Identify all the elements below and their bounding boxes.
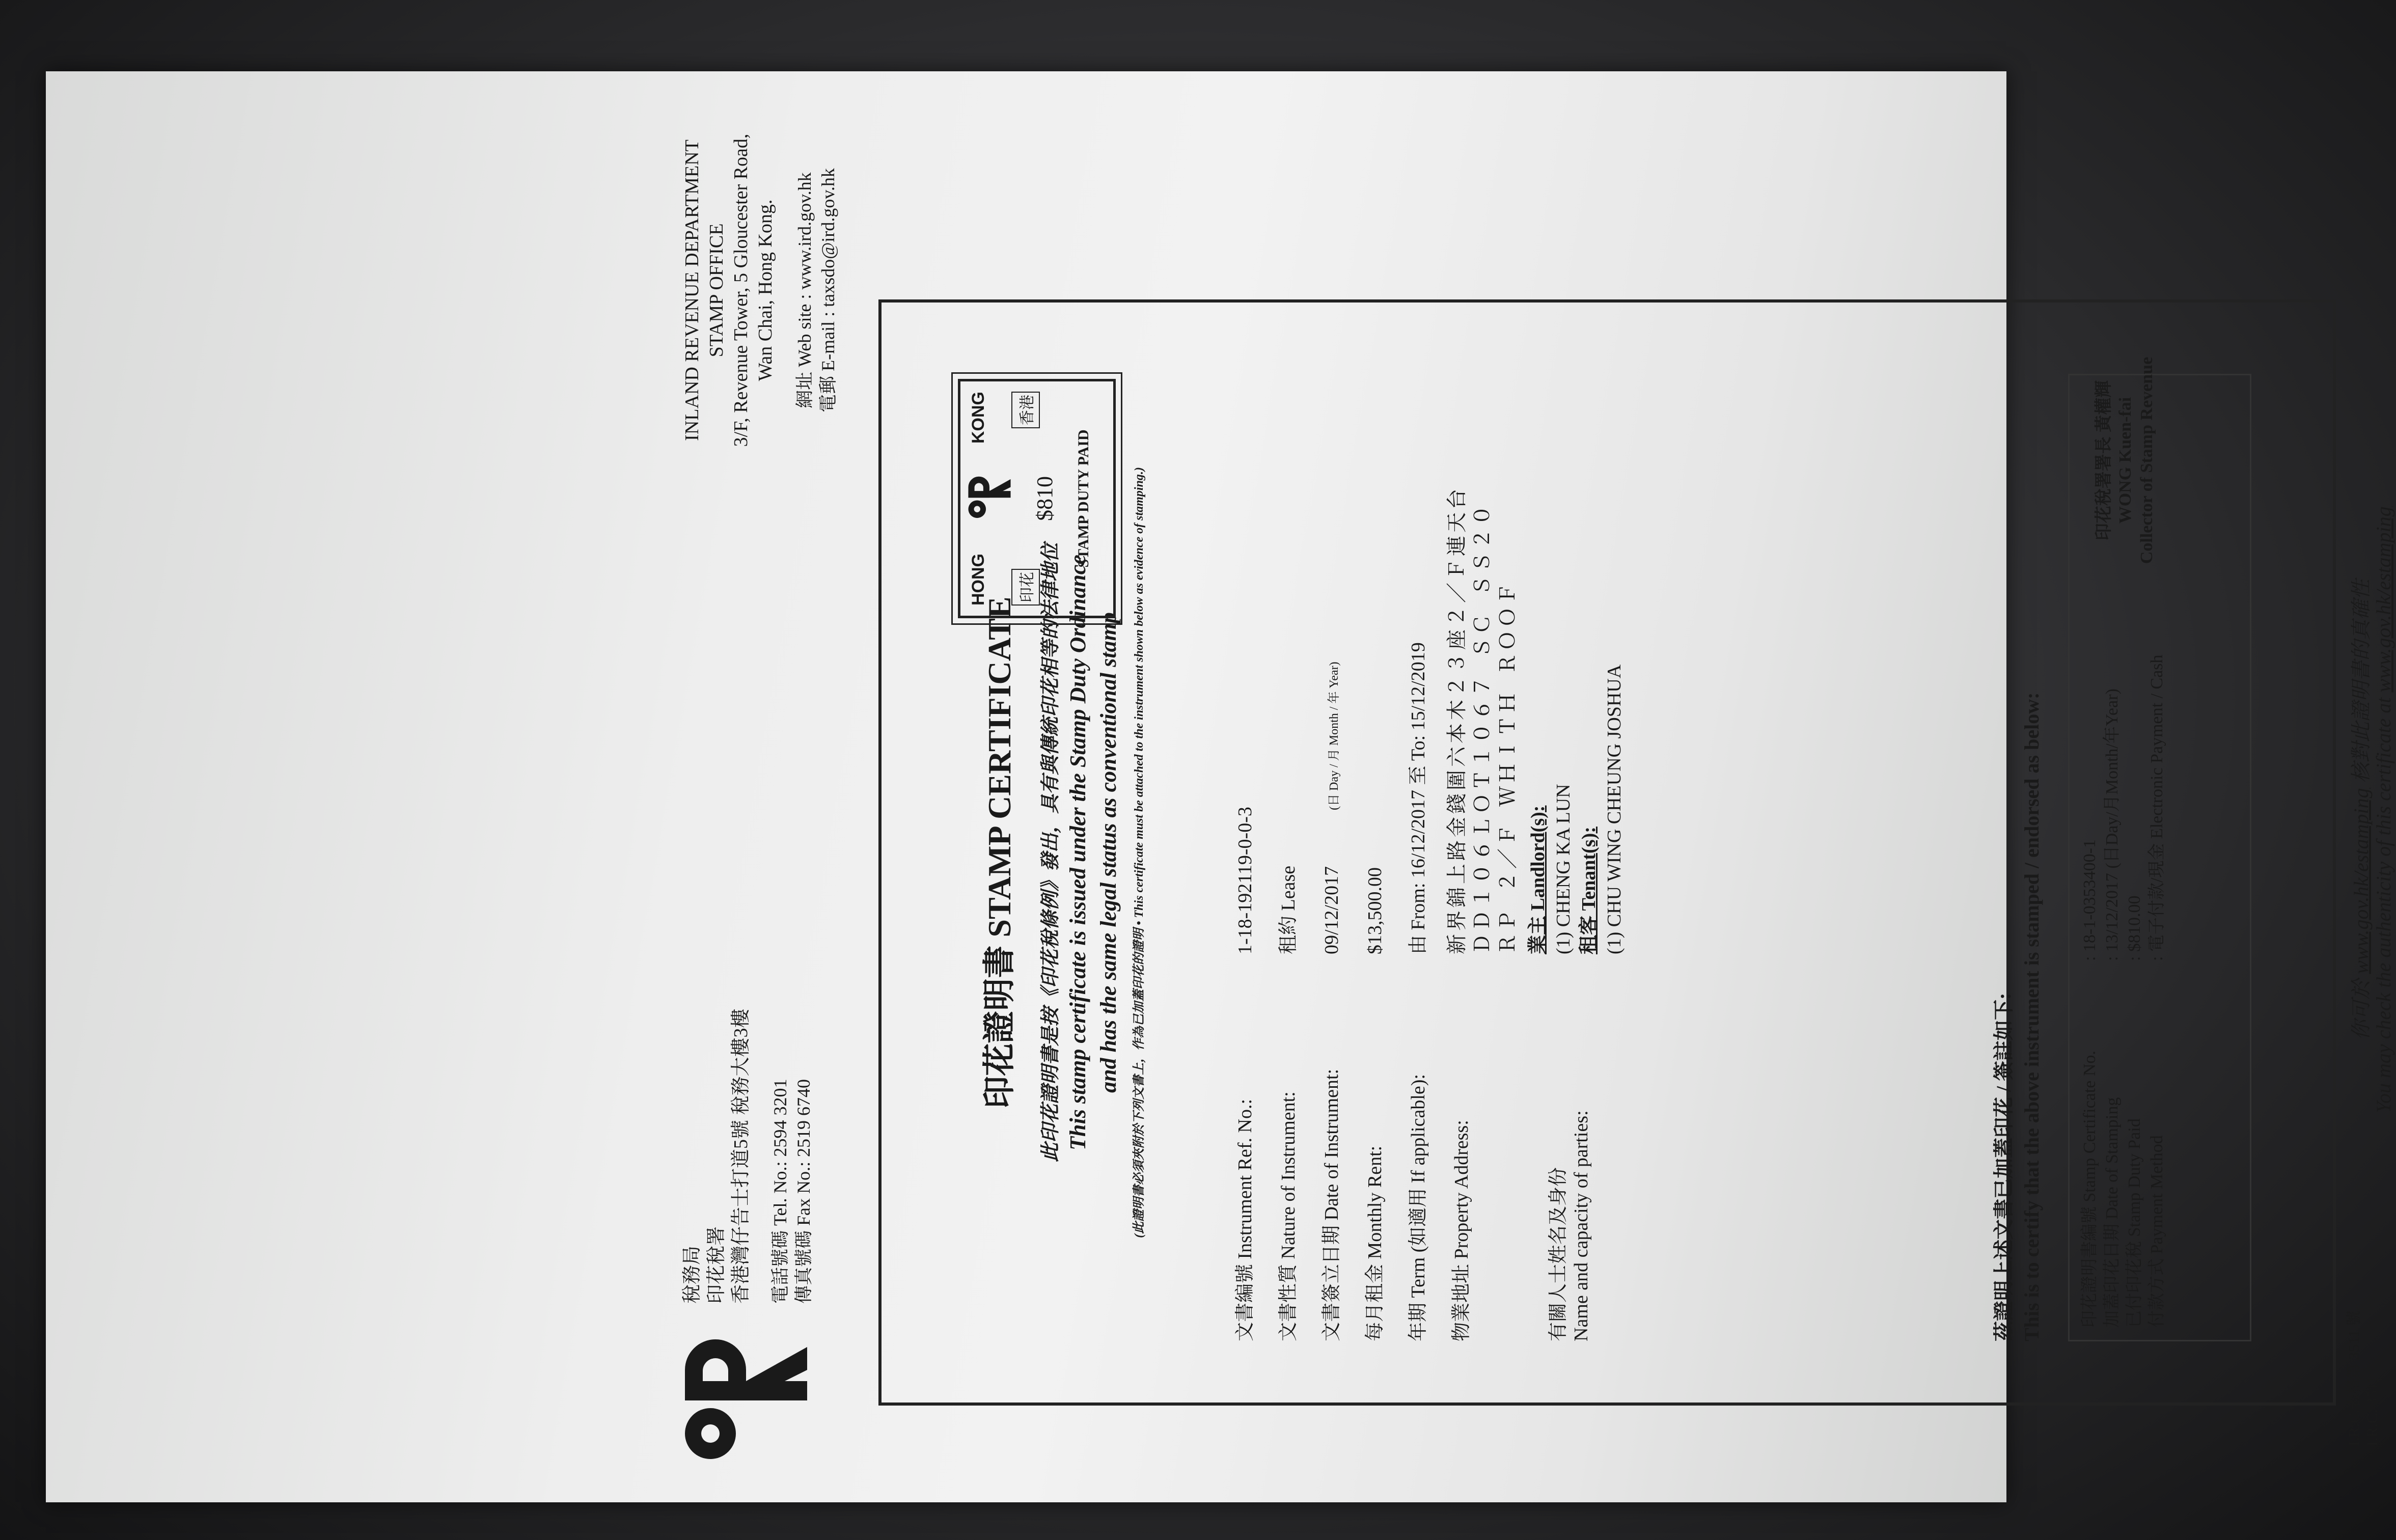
- date-row: [1319, 662, 1346, 1341]
- header-chinese: [680, 1008, 815, 1304]
- certificate-frame: [878, 299, 2336, 1406]
- collector-block: [2094, 353, 2158, 567]
- duty-paid-label: 已付印花稅 Stamp Duty Paid: [2125, 1118, 2144, 1328]
- paper-sheet: [46, 71, 2395, 1502]
- form-number-zh: I.R.C.表格第 3511 號: [2346, 1310, 2362, 1446]
- seal-zh-left: 印花: [1011, 569, 1040, 606]
- duty-paid-value: : $810.00: [2125, 895, 2144, 961]
- dept-en: INLAND REVENUE DEPARTMENT: [681, 140, 703, 441]
- payment-method-label: 付款方式 Payment Method: [2147, 1135, 2166, 1328]
- subtitle-en-2: and has the same legal status as conventional stamp: [1096, 612, 1121, 1093]
- tenant-entry: (1) CHU WING CHEUNG JOSHUA: [1604, 664, 1625, 954]
- seal-kong: KONG: [969, 392, 988, 444]
- fax-label: 傳真號碼 Fax No.:: [793, 1161, 814, 1304]
- seal-zh-right: 香港: [1011, 392, 1040, 428]
- office-zh: 印花稅署: [706, 1226, 727, 1304]
- email-label: 電郵 E-mail :: [818, 311, 838, 413]
- tel-line: [768, 1008, 792, 1304]
- address-zh: 香港灣仔告士打道5號 稅務大樓3樓: [730, 1008, 752, 1304]
- seal-paid: STAMP DUTY PAID: [1075, 429, 1092, 568]
- check-en-pre: You may check the authenticity of this certificate at: [2372, 697, 2395, 1113]
- collector-title: Collector of Stamp Revenue: [2137, 356, 2156, 564]
- estamping-link[interactable]: www.gov.hk/estamping: [2350, 788, 2373, 974]
- seal-amount: $810: [1032, 476, 1057, 521]
- rent-row: [1363, 867, 1387, 1341]
- address-row: [1449, 954, 1474, 1341]
- cert-no-label: 印花證明書編號 Stamp Certificate No.: [2080, 1051, 2099, 1328]
- parties-label-zh: 有關人士姓名及身份: [1548, 1167, 1569, 1341]
- nature-value: 租約 Lease: [1278, 865, 1299, 954]
- nature-label: 文書性質 Nature of Instrument:: [1278, 1091, 1299, 1341]
- ird-logo-icon: [680, 1344, 812, 1462]
- web-value: www.ird.gov.hk: [794, 172, 815, 290]
- seal-hong: HONG: [969, 554, 988, 606]
- stamp-certificate-document: [461, 97, 2396, 1523]
- address-line-2: ＤＤ１０６ＬＯＴ１０６７ ＳＣ ＳＳ２０: [1473, 502, 1496, 954]
- address-line-3: ＲＰ ２／Ｆ ＷＨＩＴＨ ＲＯＯＦ: [1498, 580, 1521, 954]
- email-value: taxsdo@ird.gov.hk: [818, 168, 838, 307]
- term-value: 由 From: 16/12/2017 至 To: 15/12/2019: [1408, 642, 1429, 954]
- endorse-en: This is to certify that the above instrument is stamped / endorsed as below:: [2020, 692, 2043, 1341]
- check-line-zh: [2345, 97, 2374, 1523]
- fax-value: 2519 6740: [793, 1079, 814, 1157]
- date-value: 09/12/2017: [1321, 866, 1342, 954]
- ref-value: 1-18-192119-0-0-3: [1234, 807, 1256, 954]
- date-format: (日 Day / 月 Month / 年 Year): [1328, 662, 1341, 810]
- email-line: [816, 127, 840, 453]
- header-english: [680, 127, 840, 453]
- fax-line: [792, 1008, 815, 1304]
- form-number-en: I.R.C. 3511: [2364, 1376, 2381, 1446]
- ref-row: [1233, 807, 1257, 1341]
- parties-label-en: Name and capacity of parties:: [1571, 1110, 1592, 1341]
- stamp-duty-paid-seal: [958, 379, 1116, 618]
- address-en-2: Wan Chai, Hong Kong.: [755, 199, 776, 381]
- tel-value: 2594 3201: [770, 1079, 790, 1157]
- seal-logo-icon: [967, 478, 1012, 519]
- ref-label: 文書編號 Instrument Ref. No.:: [1234, 1098, 1256, 1341]
- stamp-date-value: : 13/12/2017 (日Day/月Month/年Year): [2103, 689, 2122, 961]
- check-zh-post: 核對此證明書的真確性: [2350, 579, 2373, 783]
- collector-name: WONG Kuen-fai: [2116, 397, 2135, 524]
- web-line: [793, 127, 816, 453]
- office-en: STAMP OFFICE: [706, 223, 727, 358]
- address-en-1: 3/F, Revenue Tower, 5 Gloucester Road,: [730, 133, 752, 447]
- web-label: 網址 Web site :: [794, 294, 815, 408]
- landlord-title: 業主 Landlord(s):: [1527, 805, 1549, 954]
- certificate-title: 印花證明書 STAMP CERTIFICATE: [981, 596, 1017, 1109]
- estamping-link-en[interactable]: www.gov.hk/estamping: [2372, 506, 2395, 693]
- check-line-en: [2372, 97, 2395, 1523]
- attach-note: (此證明書必須夾附於下列文書上，作為已加蓋印花的證明 • This certificate must be attached to the instrument shown below as evidence of stamping.): [1133, 467, 1146, 1238]
- address-label: 物業地址 Property Address:: [1451, 1120, 1472, 1341]
- stamp-date-label: 加蓋印花日期 Date of Stamping: [2103, 1097, 2122, 1328]
- subtitle-en-1: This stamp certificate is issued under the Stamp Duty Ordinance: [1065, 555, 1090, 1150]
- collector-zh: 印花稅署署長 黃權輝: [2095, 380, 2113, 541]
- landlord-entry: (1) CHENG KA LUN: [1553, 784, 1574, 954]
- check-zh-pre: 你可於: [2350, 979, 2373, 1040]
- tenant-title: 租客 Tenant(s):: [1578, 827, 1600, 954]
- date-label: 文書簽立日期 Date of Instrument:: [1321, 1068, 1342, 1341]
- nature-row: [1276, 866, 1301, 1341]
- endorse-zh: 茲證明上述文書已加蓋印花 / 簽註如下:: [1992, 993, 2015, 1341]
- rent-value: $13,500.00: [1364, 867, 1386, 954]
- term-label: 年期 Term (如適用 If applicable):: [1408, 1074, 1429, 1341]
- tel-label: 電話號碼 Tel. No.:: [770, 1161, 790, 1304]
- rent-label: 每月租金 Monthly Rent:: [1364, 1145, 1386, 1341]
- address-line-1: 新界錦上路金錢圍六本木２３座２／Ｆ連天台: [1447, 486, 1470, 954]
- term-row: [1406, 642, 1430, 1341]
- dept-zh: 稅務局: [681, 1245, 703, 1304]
- cert-no-value: : 18-1-0353400-1: [2080, 839, 2099, 961]
- payment-method-value: : 電子付款/現金 Electronic Payment / Cash: [2147, 654, 2166, 961]
- subtitle-zh: 此印花證明書是按《印花稅條例》發出，具有與傳統印花相等的法律地位: [1040, 543, 1061, 1163]
